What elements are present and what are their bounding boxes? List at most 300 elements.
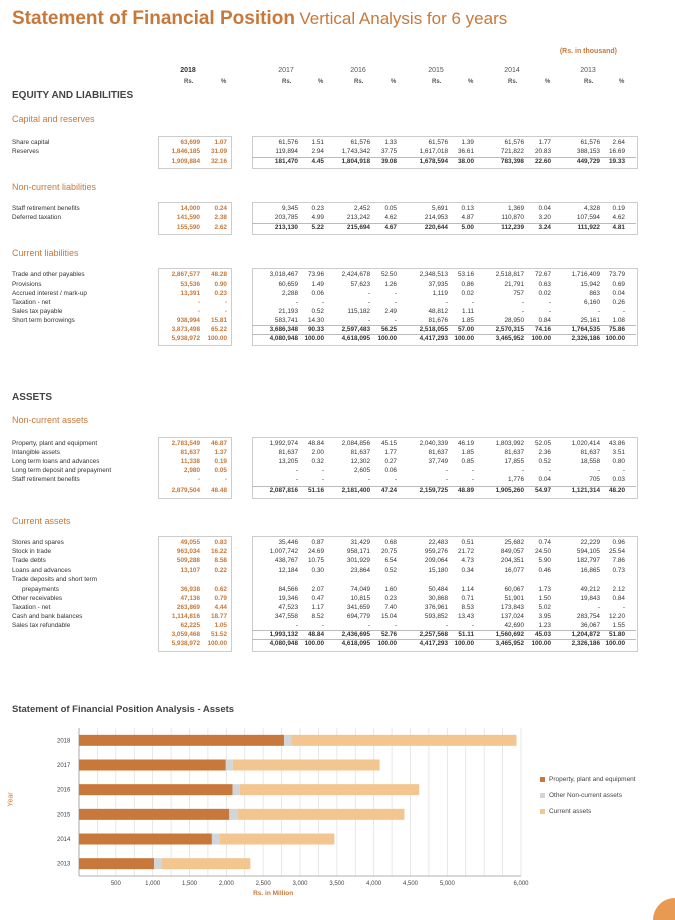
value-2017: 84,566 bbox=[278, 586, 298, 593]
value-2016: 213,242 bbox=[346, 214, 370, 221]
box-2018-1 bbox=[158, 202, 232, 235]
x-tick-label: 2,500 bbox=[255, 881, 271, 887]
pct-2013: 19.33 bbox=[609, 158, 625, 165]
pct-2014: 52.05 bbox=[535, 440, 551, 447]
bar-2018-series-1 bbox=[284, 735, 291, 746]
pct-2013: 0.69 bbox=[612, 281, 625, 288]
pct-2015: 1.14 bbox=[461, 586, 474, 593]
pct-2014: 3.95 bbox=[538, 613, 551, 620]
chart-y-label: Year bbox=[7, 792, 15, 807]
value-2015: 22,483 bbox=[428, 539, 448, 546]
value-2016: - bbox=[367, 290, 370, 297]
pct-2015: 51.11 bbox=[458, 631, 474, 638]
pct-2015: 53.16 bbox=[458, 271, 474, 278]
pct-2015: 0.71 bbox=[461, 595, 474, 602]
value-2013: 61,576 bbox=[580, 139, 600, 146]
pct-2018: 0.24 bbox=[214, 205, 227, 212]
value-2015: 15,180 bbox=[428, 567, 448, 574]
pct-2016: 100.00 bbox=[377, 335, 397, 342]
value-2016: 2,424,678 bbox=[341, 271, 370, 278]
pct-2013: 25.54 bbox=[609, 548, 625, 555]
pct-2014: - bbox=[548, 467, 551, 474]
value-2017: 1,007,742 bbox=[269, 548, 298, 555]
pct-2013: 4.62 bbox=[612, 214, 625, 221]
row-label: Trade and other payables bbox=[12, 271, 85, 278]
pct-2013: 73.79 bbox=[609, 271, 625, 278]
pct-2013: 1.08 bbox=[612, 317, 625, 324]
row-label: Share capital bbox=[12, 139, 50, 146]
value-2013: 15,942 bbox=[580, 281, 600, 288]
value-2018: 5,938,972 bbox=[171, 640, 200, 647]
value-2018: 5,938,972 bbox=[171, 335, 200, 342]
pct-2017: 24.69 bbox=[308, 548, 324, 555]
pct-2016: - bbox=[394, 299, 397, 306]
value-2014: 137,024 bbox=[500, 613, 524, 620]
value-2015: 2,257,568 bbox=[419, 631, 448, 638]
year-header-2018: 2018 bbox=[180, 67, 196, 74]
value-2015: 2,159,725 bbox=[419, 487, 448, 494]
bar-2014-series-0 bbox=[79, 834, 212, 845]
value-2018: 3,873,498 bbox=[171, 326, 200, 333]
pct-2018: 0.05 bbox=[214, 467, 227, 474]
y-tick-label: 2018 bbox=[57, 738, 71, 745]
pct-2014: 74.16 bbox=[535, 326, 551, 333]
pct-2017: 0.30 bbox=[311, 567, 324, 574]
pct-2018: 1.07 bbox=[214, 139, 227, 146]
pct-2014: 0.74 bbox=[538, 539, 551, 546]
pct-2018: 0.23 bbox=[214, 290, 227, 297]
value-2014: 16,077 bbox=[504, 567, 524, 574]
x-tick-label: 4,500 bbox=[402, 881, 419, 887]
total-rule bbox=[252, 325, 636, 326]
value-2015: 209,064 bbox=[424, 557, 448, 564]
value-2018: 36,938 bbox=[180, 586, 200, 593]
box-others-0 bbox=[252, 136, 638, 169]
pct-2013: 2.12 bbox=[612, 586, 625, 593]
value-2016: 57,623 bbox=[350, 281, 370, 288]
value-2013: 16,865 bbox=[580, 567, 600, 574]
value-2015: 30,868 bbox=[428, 595, 448, 602]
pct-2013: 1.55 bbox=[612, 622, 625, 629]
value-2013: 1,204,872 bbox=[571, 631, 600, 638]
value-2016: 2,181,400 bbox=[341, 487, 370, 494]
value-2013: 182,797 bbox=[576, 557, 600, 564]
value-2018: 13,107 bbox=[180, 567, 200, 574]
year-header-2016: 2016 bbox=[350, 67, 366, 74]
pct-2014: 0.63 bbox=[538, 281, 551, 288]
value-2017: 13,205 bbox=[278, 458, 298, 465]
pct-2017: 0.87 bbox=[311, 539, 324, 546]
x-tick-label: 1,500 bbox=[181, 881, 198, 887]
value-2018: 49,055 bbox=[180, 539, 200, 546]
legend-item bbox=[540, 792, 622, 799]
value-2017: 1,993,132 bbox=[269, 631, 298, 638]
row-label: Stock in trade bbox=[12, 548, 52, 555]
value-2015: 4,417,293 bbox=[419, 335, 448, 342]
pct-2013: 51.80 bbox=[609, 631, 625, 638]
pct-2018: 8.58 bbox=[214, 557, 227, 564]
value-2018: 963,034 bbox=[176, 548, 200, 555]
pct-2017: 0.52 bbox=[311, 308, 324, 315]
value-2013: 107,594 bbox=[576, 214, 600, 221]
value-2014: 1,803,992 bbox=[495, 440, 524, 447]
value-2016: 2,436,695 bbox=[341, 631, 370, 638]
row-label: Reserves bbox=[12, 148, 39, 155]
value-2015: 37,749 bbox=[428, 458, 448, 465]
value-2013: 25,161 bbox=[580, 317, 600, 324]
pct-2013: 16.69 bbox=[609, 148, 625, 155]
pct-2016: 52.50 bbox=[381, 271, 397, 278]
total-rule bbox=[252, 630, 636, 631]
box-others-1 bbox=[252, 202, 638, 235]
value-2018: 2,783,549 bbox=[171, 440, 200, 447]
pct-2013: 100.00 bbox=[605, 640, 625, 647]
pct-2014: 0.84 bbox=[538, 317, 551, 324]
value-2017: 2,288 bbox=[282, 290, 298, 297]
pct-2016: 1.33 bbox=[384, 139, 397, 146]
value-2015: 81,637 bbox=[428, 449, 448, 456]
pct-2015: 0.86 bbox=[461, 281, 474, 288]
value-2017: - bbox=[295, 467, 298, 474]
pct-2017: 4.45 bbox=[311, 158, 324, 165]
x-tick-label: 1,000 bbox=[145, 881, 161, 887]
pct-2017: - bbox=[321, 622, 324, 629]
pct-2013: 0.73 bbox=[612, 567, 625, 574]
pct-2018: 48.48 bbox=[211, 487, 227, 494]
value-2017: 47,523 bbox=[278, 604, 298, 611]
pct-2018: 2.62 bbox=[214, 224, 227, 231]
pct-2018: 31.09 bbox=[211, 148, 227, 155]
year-header-2017: 2017 bbox=[278, 67, 294, 74]
value-2013: 111,922 bbox=[577, 224, 600, 231]
value-2017: 60,659 bbox=[278, 281, 298, 288]
pct-2016: 4.62 bbox=[384, 214, 397, 221]
bar-2014-series-2 bbox=[219, 834, 334, 845]
value-2013: 863 bbox=[589, 290, 600, 297]
y-tick-label: 2013 bbox=[57, 861, 71, 868]
value-2016: 61,576 bbox=[350, 139, 370, 146]
row-label: Sales tax payable bbox=[12, 308, 63, 315]
legend-swatch bbox=[540, 793, 545, 798]
value-2013: - bbox=[597, 308, 600, 315]
value-2013: 19,843 bbox=[580, 595, 600, 602]
pct-2018: 0.22 bbox=[214, 567, 227, 574]
row-label: prepayments bbox=[22, 586, 59, 593]
pct-2016: 1.60 bbox=[384, 586, 397, 593]
pct-2013: 7.86 bbox=[612, 557, 625, 564]
legend-label: Current assets bbox=[549, 808, 592, 815]
x-tick-label: 2,000 bbox=[218, 881, 234, 887]
pct-2017: 100.00 bbox=[304, 335, 324, 342]
pct-2018: 18.77 bbox=[211, 613, 227, 620]
pct-2013: - bbox=[622, 308, 625, 315]
pct-2013: 3.51 bbox=[612, 449, 625, 456]
pct-2015: 1.39 bbox=[461, 139, 474, 146]
pct-2016: - bbox=[394, 317, 397, 324]
pct-2015: 1.85 bbox=[461, 449, 474, 456]
value-2018: 1,114,816 bbox=[171, 613, 200, 620]
pct-2018: 0.79 bbox=[214, 595, 227, 602]
value-2017: 181,470 bbox=[274, 158, 298, 165]
pct-2015: 57.00 bbox=[458, 326, 474, 333]
value-2014: 1,560,692 bbox=[495, 631, 524, 638]
value-2017: - bbox=[295, 622, 298, 629]
pct-2014: - bbox=[548, 299, 551, 306]
value-2016: 1,804,918 bbox=[341, 158, 370, 165]
row-label: Staff retirement benefits bbox=[12, 205, 80, 212]
pct-2013: 4.81 bbox=[612, 224, 625, 231]
value-2014: - bbox=[521, 467, 524, 474]
value-2015: 1,617,018 bbox=[419, 148, 448, 155]
pct-2017: 0.23 bbox=[311, 205, 324, 212]
pct-2014: 0.46 bbox=[538, 567, 551, 574]
pct-2018: 48.28 bbox=[211, 271, 227, 278]
row-label: Taxation - net bbox=[12, 299, 51, 306]
pct-2016: 0.23 bbox=[384, 595, 397, 602]
pct-2016: 47.24 bbox=[381, 487, 397, 494]
pct-2017: - bbox=[321, 476, 324, 483]
pct-2015: - bbox=[471, 467, 474, 474]
total-rule bbox=[252, 334, 636, 335]
pct-2014: 45.03 bbox=[535, 631, 551, 638]
section-capital: Capital and reserves bbox=[12, 114, 95, 124]
value-2017: 35,446 bbox=[278, 539, 298, 546]
row-label: Sales tax refundable bbox=[12, 622, 71, 629]
value-2015: - bbox=[445, 476, 448, 483]
value-2013: - bbox=[597, 604, 600, 611]
value-2018: - bbox=[197, 299, 200, 306]
col-rs-2015: Rs. bbox=[432, 79, 442, 85]
pct-2015: - bbox=[471, 299, 474, 306]
pct-2013: 0.80 bbox=[612, 458, 625, 465]
legend-swatch bbox=[540, 809, 545, 814]
row-label: Trade deposits and short term bbox=[12, 576, 98, 583]
pct-2014: 22.60 bbox=[535, 158, 551, 165]
legend-item bbox=[540, 776, 636, 783]
pct-2013: 43.86 bbox=[609, 440, 625, 447]
pct-2016: 6.54 bbox=[384, 557, 397, 564]
value-2018: 155,590 bbox=[176, 224, 200, 231]
pct-2018: 1.37 bbox=[214, 449, 227, 456]
row-label: Taxation - net bbox=[12, 604, 51, 611]
pct-2016: 7.40 bbox=[384, 604, 397, 611]
pct-2015: - bbox=[471, 622, 474, 629]
pct-2014: 1.50 bbox=[538, 595, 551, 602]
bar-2018-series-0 bbox=[79, 735, 284, 746]
row-label: Intangible assets bbox=[12, 449, 60, 456]
bar-2017-series-0 bbox=[79, 760, 226, 771]
pct-2014: 20.83 bbox=[535, 148, 551, 155]
pct-2016: 45.15 bbox=[381, 440, 397, 447]
value-2013: 6,160 bbox=[584, 299, 600, 306]
pct-2015: 13.43 bbox=[458, 613, 474, 620]
bar-2018-series-2 bbox=[291, 735, 516, 746]
pct-2013: 0.19 bbox=[612, 205, 625, 212]
value-2018: 938,994 bbox=[176, 317, 200, 324]
bar-2013-series-1 bbox=[154, 858, 161, 869]
value-2014: 757 bbox=[513, 290, 524, 297]
value-2016: 2,452 bbox=[354, 205, 370, 212]
total-rule bbox=[252, 486, 636, 487]
value-2017: 213,130 bbox=[274, 224, 298, 231]
pct-2017: 0.32 bbox=[311, 458, 324, 465]
value-2016: 4,618,095 bbox=[341, 335, 370, 342]
row-label: Staff retirement benefits bbox=[12, 476, 80, 483]
value-2017: 21,193 bbox=[278, 308, 298, 315]
pct-2017: 2.94 bbox=[311, 148, 324, 155]
value-2016: 23,864 bbox=[350, 567, 370, 574]
value-2014: 204,351 bbox=[500, 557, 524, 564]
pct-2013: 0.26 bbox=[612, 299, 625, 306]
row-label: Accrued interest / mark-up bbox=[12, 290, 87, 297]
pct-2014: 5.90 bbox=[538, 557, 551, 564]
value-2015: 4,417,293 bbox=[419, 640, 448, 647]
section-ca: Current assets bbox=[12, 516, 71, 526]
value-2015: - bbox=[445, 622, 448, 629]
value-2018: 509,288 bbox=[176, 557, 200, 564]
row-label: Long term deposit and prepayment bbox=[12, 467, 112, 474]
value-2016: 12,302 bbox=[350, 458, 370, 465]
pct-2017: - bbox=[321, 299, 324, 306]
pct-2016: 56.25 bbox=[381, 326, 397, 333]
pct-2018: - bbox=[224, 299, 227, 306]
pct-2016: 39.08 bbox=[381, 158, 397, 165]
y-tick-label: 2015 bbox=[57, 812, 71, 819]
pct-2017: 4.99 bbox=[311, 214, 324, 221]
value-2015: 50,484 bbox=[428, 586, 448, 593]
x-tick-label: 5,000 bbox=[439, 881, 455, 887]
value-2016: 10,815 bbox=[350, 595, 370, 602]
bar-2014-series-1 bbox=[212, 834, 219, 845]
pct-2018: - bbox=[224, 308, 227, 315]
value-2013: 18,558 bbox=[580, 458, 600, 465]
row-label: Long term loans and advances bbox=[12, 458, 100, 465]
value-2018: 3,059,468 bbox=[171, 631, 200, 638]
value-2018: 14,000 bbox=[180, 205, 200, 212]
pct-2018: 32.16 bbox=[211, 158, 227, 165]
value-2015: 1,678,594 bbox=[419, 158, 448, 165]
value-2016: - bbox=[367, 476, 370, 483]
bar-2017-series-2 bbox=[233, 760, 380, 771]
value-2015: 593,852 bbox=[424, 613, 448, 620]
pct-2018: 0.19 bbox=[214, 458, 227, 465]
value-2014: 51,901 bbox=[504, 595, 524, 602]
pct-2016: 0.05 bbox=[384, 205, 397, 212]
total-rule bbox=[252, 639, 636, 640]
value-2016: 2,597,483 bbox=[341, 326, 370, 333]
value-2014: 1,905,260 bbox=[495, 487, 524, 494]
pct-2013: 100.00 bbox=[605, 335, 625, 342]
value-2015: 376,961 bbox=[424, 604, 448, 611]
value-2014: 81,637 bbox=[504, 449, 524, 456]
pct-2016: 0.27 bbox=[384, 458, 397, 465]
value-2013: 1,764,535 bbox=[571, 326, 600, 333]
value-2014: 112,239 bbox=[501, 224, 524, 231]
pct-2014: 5.02 bbox=[538, 604, 551, 611]
value-2017: 4,080,948 bbox=[269, 640, 298, 647]
pct-2016: 1.26 bbox=[384, 281, 397, 288]
unit-note: (Rs. in thousand) bbox=[559, 48, 617, 55]
value-2014: 25,682 bbox=[504, 539, 524, 546]
pct-2018: 100.00 bbox=[207, 335, 227, 342]
value-2017: 81,637 bbox=[278, 449, 298, 456]
pct-2016: 15.04 bbox=[381, 613, 397, 620]
bar-2017-series-1 bbox=[226, 760, 233, 771]
pct-2017: 0.06 bbox=[311, 290, 324, 297]
pct-2016: 0.52 bbox=[384, 567, 397, 574]
pct-2017: 2.00 bbox=[311, 449, 324, 456]
value-2018: - bbox=[197, 476, 200, 483]
value-2013: 1,020,414 bbox=[571, 440, 600, 447]
legend-label: Other Non-current assets bbox=[549, 792, 622, 799]
value-2017: 9,345 bbox=[282, 205, 298, 212]
pct-2017: - bbox=[321, 467, 324, 474]
bar-2013-series-0 bbox=[79, 858, 154, 869]
value-2014: 3,465,952 bbox=[495, 640, 524, 647]
value-2018: 62,225 bbox=[180, 622, 200, 629]
pct-2017: 0.47 bbox=[311, 595, 324, 602]
equity-heading: EQUITY AND LIABILITIES bbox=[12, 90, 134, 101]
value-2017: - bbox=[295, 476, 298, 483]
pct-2016: - bbox=[394, 622, 397, 629]
value-2013: 22,229 bbox=[580, 539, 600, 546]
value-2016: 2,084,856 bbox=[341, 440, 370, 447]
value-2016: 694,779 bbox=[346, 613, 370, 620]
value-2017: 2,087,816 bbox=[269, 487, 298, 494]
value-2017: 119,894 bbox=[275, 148, 298, 155]
year-header-2013: 2013 bbox=[580, 67, 596, 74]
value-2017: 61,576 bbox=[278, 139, 298, 146]
value-2014: 110,870 bbox=[501, 214, 524, 221]
value-2015: 81,676 bbox=[428, 317, 448, 324]
col-rs-2017: Rs. bbox=[282, 79, 292, 85]
pct-2018: 4.44 bbox=[214, 604, 227, 611]
value-2015: 2,348,513 bbox=[419, 271, 448, 278]
legend-label: Property, plant and equipment bbox=[549, 776, 636, 783]
value-2015: 1,119 bbox=[432, 290, 448, 297]
value-2018: 13,391 bbox=[180, 290, 200, 297]
value-2018: 1,846,185 bbox=[171, 148, 200, 155]
section-cl: Current liabilities bbox=[12, 248, 79, 258]
value-2013: 388,153 bbox=[576, 148, 600, 155]
col-rs-2013: Rs. bbox=[584, 79, 594, 85]
value-2017: 4,080,948 bbox=[269, 335, 298, 342]
pct-2016: 0.68 bbox=[384, 539, 397, 546]
pct-2014: 2.36 bbox=[538, 449, 551, 456]
value-2015: - bbox=[445, 299, 448, 306]
value-2018: 1,909,884 bbox=[171, 158, 200, 165]
value-2014: 3,465,952 bbox=[495, 335, 524, 342]
y-tick-label: 2016 bbox=[57, 787, 71, 794]
value-2017: 583,741 bbox=[274, 317, 298, 324]
value-2017: 19,346 bbox=[278, 595, 298, 602]
pct-2015: 48.89 bbox=[458, 487, 474, 494]
x-axis-label: Rs. in Million bbox=[253, 890, 294, 897]
value-2016: 4,618,095 bbox=[341, 640, 370, 647]
pct-2017: 48.84 bbox=[308, 440, 324, 447]
pct-2014: 0.04 bbox=[538, 205, 551, 212]
pct-2013: 0.96 bbox=[612, 539, 625, 546]
value-2013: 2,326,186 bbox=[571, 640, 600, 647]
box-2018-2 bbox=[158, 268, 232, 346]
pct-2018: 2.38 bbox=[214, 214, 227, 221]
value-2017: 1,992,974 bbox=[269, 440, 298, 447]
value-2013: 2,326,186 bbox=[571, 335, 600, 342]
value-2016: 31,429 bbox=[350, 539, 370, 546]
pct-2018: 0.90 bbox=[214, 281, 227, 288]
pct-2018: 51.52 bbox=[211, 631, 227, 638]
value-2018: 2,879,504 bbox=[171, 487, 200, 494]
